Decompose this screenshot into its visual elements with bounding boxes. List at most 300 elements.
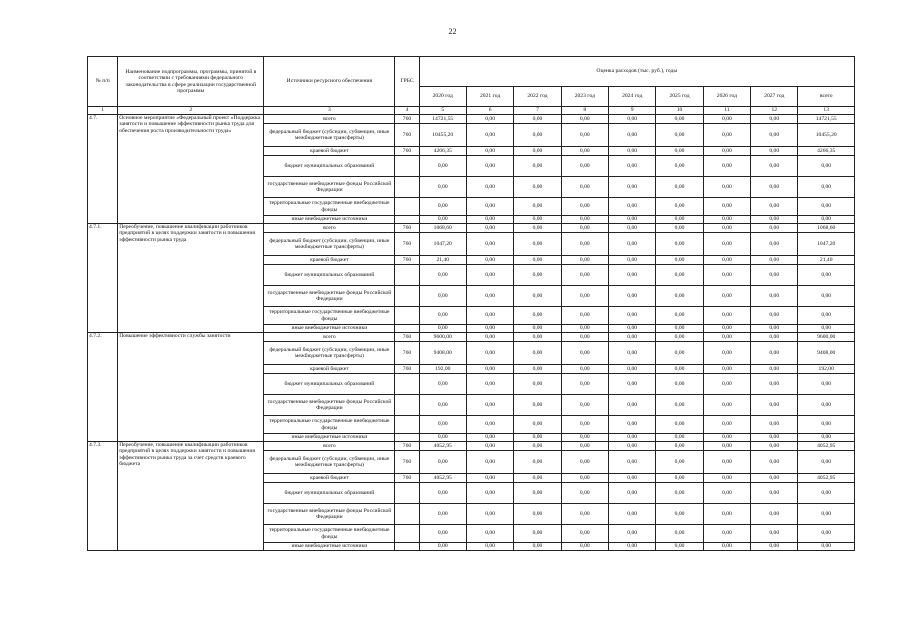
year-value: 0,00	[419, 216, 466, 224]
year-value: 0,00	[656, 147, 703, 156]
year-value: 0,00	[751, 307, 798, 325]
total-value: 0,00	[798, 156, 855, 177]
grbs-code	[395, 416, 419, 434]
year-value: 0,00	[656, 325, 703, 333]
year-value: 0,00	[561, 307, 608, 325]
year-value: 0,00	[561, 474, 608, 483]
year-value: 0,00	[514, 156, 561, 177]
item-name: Повышение эффективности службы занятости	[118, 333, 264, 442]
grbs-code	[395, 504, 419, 525]
year-value: 0,00	[561, 115, 608, 124]
table-row	[88, 442, 855, 451]
year-value: 0,00	[656, 286, 703, 307]
index-cell: 5	[419, 107, 466, 115]
year-value: 0,00	[609, 233, 656, 256]
year-value: 0,00	[656, 543, 703, 551]
year-value: 0,00	[561, 342, 608, 365]
grbs-code	[395, 543, 419, 551]
year-value: 0,00	[561, 416, 608, 434]
year-value: 0,00	[514, 198, 561, 216]
item-name: Переобучение, повышение квалификации работников предприятий в целях поддержки занятости и повышения эффективности рынка труда	[118, 224, 264, 333]
year-value: 0,00	[609, 434, 656, 442]
year-value: 0,00	[656, 156, 703, 177]
year-value: 0,00	[609, 483, 656, 504]
total-value: 4052,95	[798, 442, 855, 451]
year-value: 0,00	[561, 483, 608, 504]
year-value: 0,00	[703, 442, 750, 451]
funding-source: бюджет муниципальных образований	[264, 374, 395, 395]
year-value: 0,00	[751, 177, 798, 198]
total-value: 9408,00	[798, 342, 855, 365]
funding-source: всего	[264, 115, 395, 124]
year-value: 0,00	[514, 442, 561, 451]
header-year: 2027 год	[751, 87, 798, 107]
grbs-code: 760	[395, 365, 419, 374]
index-row	[88, 107, 855, 115]
year-value: 4052,95	[419, 474, 466, 483]
year-value: 0,00	[703, 434, 750, 442]
grbs-code	[395, 216, 419, 224]
year-value: 0,00	[466, 147, 513, 156]
year-value: 0,00	[419, 395, 466, 416]
year-value: 0,00	[703, 525, 750, 543]
page-number: 22	[448, 27, 457, 36]
year-value: 0,00	[703, 124, 750, 147]
funding-source: всего	[264, 224, 395, 233]
total-value: 1047,20	[798, 233, 855, 256]
total-value: 0,00	[798, 286, 855, 307]
year-value: 0,00	[656, 504, 703, 525]
year-value: 0,00	[751, 333, 798, 342]
year-value: 0,00	[466, 434, 513, 442]
grbs-code	[395, 286, 419, 307]
budget-table	[87, 56, 855, 551]
year-value: 0,00	[609, 156, 656, 177]
year-value: 0,00	[514, 474, 561, 483]
year-value: 0,00	[609, 504, 656, 525]
header-year: 2025 год	[656, 87, 703, 107]
item-number: 4.7.	[88, 115, 118, 224]
year-value: 0,00	[609, 177, 656, 198]
year-value: 0,00	[609, 474, 656, 483]
year-value: 0,00	[466, 156, 513, 177]
year-value: 0,00	[751, 504, 798, 525]
index-cell: 1	[88, 107, 118, 115]
year-value: 0,00	[609, 342, 656, 365]
year-value: 0,00	[561, 504, 608, 525]
year-value: 0,00	[466, 333, 513, 342]
year-value: 0,00	[466, 395, 513, 416]
funding-source: всего	[264, 442, 395, 451]
year-value: 0,00	[514, 216, 561, 224]
total-value: 0,00	[798, 451, 855, 474]
year-value: 0,00	[609, 307, 656, 325]
index-cell: 4	[395, 107, 419, 115]
year-value: 0,00	[561, 177, 608, 198]
year-value: 0,00	[656, 233, 703, 256]
year-value: 0,00	[656, 124, 703, 147]
item-number: 4.7.3.	[88, 442, 118, 551]
year-value: 0,00	[751, 265, 798, 286]
year-value: 0,00	[703, 504, 750, 525]
year-value: 0,00	[751, 115, 798, 124]
table-row	[88, 333, 855, 342]
index-cell: 7	[514, 107, 561, 115]
year-value: 0,00	[609, 198, 656, 216]
year-value: 0,00	[703, 115, 750, 124]
total-value: 0,00	[798, 216, 855, 224]
year-value: 0,00	[703, 177, 750, 198]
total-value: 0,00	[798, 483, 855, 504]
grbs-code	[395, 434, 419, 442]
year-value: 0,00	[419, 198, 466, 216]
grbs-code	[395, 156, 419, 177]
year-value: 4052,95	[419, 442, 466, 451]
year-value: 0,00	[561, 198, 608, 216]
funding-source: всего	[264, 333, 395, 342]
year-value: 0,00	[609, 416, 656, 434]
index-cell: 11	[703, 107, 750, 115]
year-value: 0,00	[751, 483, 798, 504]
year-value: 0,00	[419, 307, 466, 325]
year-value: 0,00	[751, 395, 798, 416]
funding-source: краевой бюджет	[264, 365, 395, 374]
funding-source: государственные внебюджетные фонды Российской Федерации	[264, 504, 395, 525]
year-value: 0,00	[514, 286, 561, 307]
header-year: 2026 год	[703, 87, 750, 107]
year-value: 0,00	[751, 416, 798, 434]
year-value: 0,00	[514, 395, 561, 416]
year-value: 4266,35	[419, 147, 466, 156]
grbs-code: 760	[395, 233, 419, 256]
year-value: 0,00	[703, 483, 750, 504]
year-value: 0,00	[751, 365, 798, 374]
year-value: 0,00	[703, 156, 750, 177]
funding-source: федеральный бюджет (субсидии, субвенции, иные межбюджетные трансферты)	[264, 342, 395, 365]
year-value: 0,00	[561, 525, 608, 543]
year-value: 0,00	[703, 342, 750, 365]
index-cell: 6	[466, 107, 513, 115]
grbs-code	[395, 395, 419, 416]
year-value: 0,00	[466, 374, 513, 395]
year-value: 0,00	[561, 333, 608, 342]
index-cell: 13	[798, 107, 855, 115]
grbs-code: 760	[395, 342, 419, 365]
year-value: 0,00	[656, 224, 703, 233]
year-value: 0,00	[656, 342, 703, 365]
year-value: 0,00	[419, 177, 466, 198]
year-value: 0,00	[609, 124, 656, 147]
year-value: 0,00	[514, 416, 561, 434]
year-value: 0,00	[561, 265, 608, 286]
year-value: 0,00	[656, 307, 703, 325]
grbs-code: 760	[395, 147, 419, 156]
year-value: 0,00	[561, 286, 608, 307]
year-value: 0,00	[703, 543, 750, 551]
total-value: 0,00	[798, 434, 855, 442]
year-value: 0,00	[466, 198, 513, 216]
year-value: 0,00	[609, 525, 656, 543]
index-cell: 3	[264, 107, 395, 115]
year-value: 0,00	[609, 325, 656, 333]
index-cell: 12	[751, 107, 798, 115]
year-value: 0,00	[514, 265, 561, 286]
grbs-code	[395, 198, 419, 216]
year-value: 0,00	[656, 256, 703, 265]
funding-source: бюджет муниципальных образований	[264, 483, 395, 504]
year-value: 0,00	[419, 434, 466, 442]
year-value: 0,00	[703, 374, 750, 395]
year-value: 9600,00	[419, 333, 466, 342]
total-value: 9600,00	[798, 333, 855, 342]
funding-source: федеральный бюджет (субсидии, субвенции, иные межбюджетные трансферты)	[264, 451, 395, 474]
year-value: 0,00	[609, 115, 656, 124]
grbs-code: 760	[395, 474, 419, 483]
year-value: 0,00	[466, 365, 513, 374]
total-value: 0,00	[798, 307, 855, 325]
year-value: 0,00	[751, 124, 798, 147]
year-value: 0,00	[514, 256, 561, 265]
year-value: 0,00	[466, 124, 513, 147]
year-value: 0,00	[609, 224, 656, 233]
year-value: 0,00	[561, 156, 608, 177]
grbs-code	[395, 374, 419, 395]
total-value: 0,00	[798, 543, 855, 551]
funding-source: иные внебюджетные источники	[264, 216, 395, 224]
grbs-code: 760	[395, 124, 419, 147]
year-value: 0,00	[419, 265, 466, 286]
header-year: 2020 год	[419, 87, 466, 107]
year-value: 0,00	[561, 216, 608, 224]
funding-source: территориальные государственные внебюджетные фонды	[264, 198, 395, 216]
funding-source: иные внебюджетные источники	[264, 543, 395, 551]
grbs-code: 760	[395, 115, 419, 124]
header-estimate: Оценка расходов (тыс. руб.), годы	[419, 57, 854, 87]
total-value: 0,00	[798, 198, 855, 216]
year-value: 0,00	[751, 224, 798, 233]
item-name: Основное мероприятие «Федеральный проект «Поддержка занятости и повышение эффективности рынка труда для обеспечения роста производительности труда»	[118, 115, 264, 224]
year-value: 0,00	[656, 525, 703, 543]
year-value: 0,00	[609, 442, 656, 451]
total-value: 192,00	[798, 365, 855, 374]
year-value: 0,00	[419, 416, 466, 434]
year-value: 0,00	[656, 451, 703, 474]
grbs-code	[395, 265, 419, 286]
year-value: 0,00	[656, 216, 703, 224]
index-cell: 9	[609, 107, 656, 115]
funding-source: государственные внебюджетные фонды Российской Федерации	[264, 395, 395, 416]
grbs-code	[395, 525, 419, 543]
year-value: 0,00	[609, 451, 656, 474]
year-value: 0,00	[609, 216, 656, 224]
grbs-code	[395, 177, 419, 198]
year-value: 0,00	[419, 543, 466, 551]
funding-source: территориальные государственные внебюджетные фонды	[264, 525, 395, 543]
year-value: 0,00	[751, 233, 798, 256]
total-value: 0,00	[798, 395, 855, 416]
year-value: 0,00	[703, 325, 750, 333]
year-value: 0,00	[466, 256, 513, 265]
total-value: 4266,35	[798, 147, 855, 156]
year-value: 0,00	[656, 442, 703, 451]
year-value: 10455,20	[419, 124, 466, 147]
funding-source: государственные внебюджетные фонды Российской Федерации	[264, 286, 395, 307]
table-body	[88, 115, 855, 551]
year-value: 0,00	[514, 342, 561, 365]
grbs-code: 760	[395, 451, 419, 474]
total-value: 0,00	[798, 416, 855, 434]
year-value: 0,00	[751, 342, 798, 365]
year-value: 0,00	[703, 224, 750, 233]
total-value: 0,00	[798, 325, 855, 333]
year-value: 0,00	[703, 451, 750, 474]
year-value: 0,00	[703, 395, 750, 416]
year-value: 0,00	[751, 374, 798, 395]
year-value: 0,00	[751, 198, 798, 216]
total-value: 0,00	[798, 504, 855, 525]
year-value: 0,00	[751, 543, 798, 551]
year-value: 0,00	[751, 256, 798, 265]
year-value: 0,00	[561, 395, 608, 416]
total-value: 4052,95	[798, 474, 855, 483]
year-value: 0,00	[419, 374, 466, 395]
year-value: 0,00	[703, 474, 750, 483]
year-value: 0,00	[514, 504, 561, 525]
year-value: 0,00	[609, 333, 656, 342]
year-value: 0,00	[466, 115, 513, 124]
year-value: 0,00	[561, 256, 608, 265]
year-value: 0,00	[514, 333, 561, 342]
header-year: 2022 год	[514, 87, 561, 107]
funding-source: бюджет муниципальных образований	[264, 265, 395, 286]
grbs-code: 760	[395, 256, 419, 265]
funding-source: краевой бюджет	[264, 256, 395, 265]
year-value: 14721,55	[419, 115, 466, 124]
year-value: 0,00	[609, 543, 656, 551]
year-value: 0,00	[514, 543, 561, 551]
year-value: 0,00	[561, 147, 608, 156]
index-cell: 8	[561, 107, 608, 115]
funding-source: краевой бюджет	[264, 147, 395, 156]
year-value: 0,00	[466, 233, 513, 256]
funding-source: территориальные государственные внебюджетные фонды	[264, 307, 395, 325]
year-value: 0,00	[751, 156, 798, 177]
year-value: 0,00	[561, 325, 608, 333]
item-name: Переобучение, повышение квалификации работников предприятий в целях поддержки занятости и повышения эффективности рынка труда за счет средств краевого бюджета	[118, 442, 264, 551]
year-value: 0,00	[419, 504, 466, 525]
grbs-code	[395, 483, 419, 504]
year-value: 0,00	[609, 286, 656, 307]
year-value: 0,00	[656, 416, 703, 434]
year-value: 0,00	[561, 374, 608, 395]
year-value: 0,00	[656, 365, 703, 374]
year-value: 0,00	[703, 233, 750, 256]
year-value: 0,00	[514, 177, 561, 198]
year-value: 0,00	[514, 307, 561, 325]
year-value: 0,00	[703, 365, 750, 374]
year-value: 192,00	[419, 365, 466, 374]
year-value: 0,00	[466, 543, 513, 551]
total-value: 10455,20	[798, 124, 855, 147]
year-value: 0,00	[656, 374, 703, 395]
year-value: 0,00	[609, 365, 656, 374]
year-value: 0,00	[514, 374, 561, 395]
index-cell: 10	[656, 107, 703, 115]
year-value: 0,00	[751, 286, 798, 307]
header-source: Источники ресурсного обеспечения	[264, 57, 395, 107]
year-value: 0,00	[751, 325, 798, 333]
year-value: 0,00	[751, 474, 798, 483]
funding-source: краевой бюджет	[264, 474, 395, 483]
year-value: 0,00	[703, 307, 750, 325]
year-value: 0,00	[514, 233, 561, 256]
year-value: 0,00	[703, 265, 750, 286]
year-value: 0,00	[514, 451, 561, 474]
item-number: 4.7.2.	[88, 333, 118, 442]
year-value: 0,00	[561, 124, 608, 147]
funding-source: федеральный бюджет (субсидии, субвенции, иные межбюджетные трансферты)	[264, 233, 395, 256]
year-value: 0,00	[419, 525, 466, 543]
year-value: 0,00	[466, 474, 513, 483]
header-name: Наименование подпрограммы, программы, принятой в соответствии с требованиями федерального законодательства в сфере реализации государственной программы	[118, 57, 264, 107]
year-value: 0,00	[656, 177, 703, 198]
year-value: 0,00	[514, 434, 561, 442]
grbs-code: 760	[395, 333, 419, 342]
year-value: 0,00	[466, 216, 513, 224]
year-value: 0,00	[656, 333, 703, 342]
year-value: 0,00	[656, 474, 703, 483]
grbs-code	[395, 325, 419, 333]
total-value: 0,00	[798, 374, 855, 395]
year-value: 0,00	[514, 124, 561, 147]
year-value: 0,00	[609, 147, 656, 156]
year-value: 0,00	[466, 525, 513, 543]
year-value: 0,00	[419, 325, 466, 333]
year-value: 0,00	[751, 451, 798, 474]
year-value: 0,00	[561, 451, 608, 474]
year-value: 0,00	[514, 483, 561, 504]
year-value: 0,00	[609, 265, 656, 286]
funding-source: иные внебюджетные источники	[264, 434, 395, 442]
total-value: 0,00	[798, 177, 855, 198]
year-value: 0,00	[561, 442, 608, 451]
year-value: 0,00	[751, 216, 798, 224]
year-value: 0,00	[466, 451, 513, 474]
header-year: 2021 год	[466, 87, 513, 107]
year-value: 0,00	[419, 156, 466, 177]
item-number: 4.7.1.	[88, 224, 118, 333]
year-value: 9408,00	[419, 342, 466, 365]
year-value: 0,00	[656, 115, 703, 124]
total-value: 1068,60	[798, 224, 855, 233]
year-value: 0,00	[703, 147, 750, 156]
year-value: 0,00	[751, 434, 798, 442]
year-value: 0,00	[466, 483, 513, 504]
header-year: 2023 год	[561, 87, 608, 107]
year-value: 0,00	[751, 442, 798, 451]
year-value: 0,00	[466, 416, 513, 434]
grbs-code: 760	[395, 442, 419, 451]
year-value: 1047,20	[419, 233, 466, 256]
year-value: 0,00	[514, 115, 561, 124]
total-value: 14721,55	[798, 115, 855, 124]
year-value: 0,00	[656, 198, 703, 216]
year-value: 1068,60	[419, 224, 466, 233]
year-value: 0,00	[703, 198, 750, 216]
funding-source: иные внебюджетные источники	[264, 325, 395, 333]
year-value: 0,00	[514, 525, 561, 543]
year-value: 0,00	[466, 265, 513, 286]
